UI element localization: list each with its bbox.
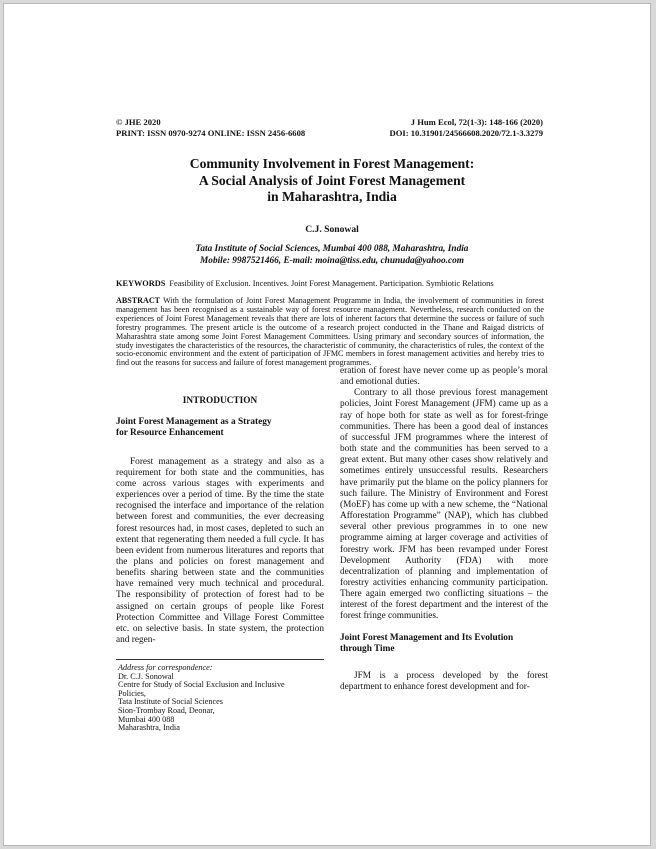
journal-header-left (116, 117, 305, 139)
correspondence-title: Address for correspondence: (118, 663, 213, 672)
subsection-heading-2-line-1: Joint Forest Management and Its Evolution (340, 632, 514, 643)
correspondence-line: Policies, (118, 688, 146, 698)
body-paragraph: JFM is a process developed by the forest department to enhance forest development and for- (340, 671, 548, 693)
affiliation (116, 244, 548, 267)
affiliation-line-1: Tata Institute of Social Sciences, Mumbai 400 088, Maharashtra, India (195, 244, 469, 254)
doi-line: DOI: 10.31901/24566608.2020/72.1-3.3279 (389, 128, 543, 138)
correspondence-line: Sion-Trombay Road, Deonar, (118, 705, 215, 715)
affiliation-line-2: Mobile: 9987521466, E-mail: moina@tiss.edu, chunuda@yahoo.com (200, 255, 464, 266)
right-column (340, 366, 548, 693)
abstract-label: ABSTRACT (116, 296, 161, 305)
journal-header-right (390, 117, 544, 139)
paper-page (3, 3, 651, 846)
keywords (116, 279, 548, 289)
left-column (116, 396, 324, 646)
keywords-label: KEYWORDS (116, 279, 166, 288)
subsection-heading-1 (116, 417, 324, 439)
correspondence-line: Maharashtra, India (118, 723, 180, 733)
keywords-text: Feasibility of Exclusion. Incentives. Joint Forest Management. Participation. Symbiotic Relations (169, 279, 494, 288)
introduction-heading: INTRODUCTION (182, 396, 258, 406)
subsection-heading-2 (340, 633, 548, 655)
correspondence-address (118, 664, 324, 733)
correspondence-line: Centre for Study of Social Exclusion and Inclusive (118, 680, 285, 690)
title-line-1: Community Involvement in Forest Management: (189, 156, 475, 171)
body-paragraph: Contrary to all those previous forest management policies, Joint Forest Management (JFM) came up as a ray of hope both for state as well as for forest-fringe communities. There has been a good deal of instances of successful JFM programmes where the interest of both state and the communities has been served to a great extent. But many other cases show relatively and sometimes entirely unsuccessful results. Researchers have primarily put the blame on the policy planners for such failure. The Ministry of Environment and Forest (MoEF) has come up with a new scheme, the “National Afforestation Programme” (NAP), which has clubbed several other previous programmes in to one new programme aiming at larger coverage and activities of forestry work. JFM has been revamped under Forest Development Authority (FDA) with more decentralization of planning and implementation of forestry activities enhancing community participation. There again emerged two conflicting situations – the interest of the forest department and the interest of the forest fringe communities. (340, 388, 548, 622)
title-line-3: in Maharashtra, India (267, 189, 397, 205)
correspondence-line: Mumbai 400 088 (118, 714, 175, 724)
citation-line: J Hum Ecol, 72(1-3): 148-166 (2020) (410, 117, 543, 127)
copyright-line: © JHE 2020 (116, 117, 161, 127)
correspondence-line: Tata Institute of Social Sciences (118, 697, 223, 707)
abstract (116, 297, 544, 368)
subsection-heading-2-line-2: through Time (340, 643, 395, 654)
footnote-divider (116, 659, 324, 660)
subsection-heading-1-line-2: for Resource Enhancement (116, 428, 224, 439)
subsection-heading-1-line-1: Joint Forest Management as a Strategy (116, 417, 272, 428)
title-line-2: A Social Analysis of Joint Forest Management (198, 172, 466, 188)
body-paragraph: eration of forest have never come up as people’s moral and emotional duties. (340, 366, 548, 388)
paper-title (116, 156, 548, 206)
body-paragraph: Forest management as a strategy and also as a requirement for both state and the communities, has come across various stages with experiments and experiences over a period of time. By the time the state recognised the interface and importance of the relation between forest and communities, the ever decreasing forest resources had, in most cases, depleted to such an extent that regenerating them needed a full cycle. It has been evident from numerous literatures and reports that the plans and policies on forest management and benefits sharing between state and the communities have remained very much technical and procedural. The responsibility of protection of forest had to be assigned on certain groups of people like Forest Protection Committee and Village Forest Committee etc. on selective basis. In state system, the protection and regen- (116, 456, 324, 646)
author-name: C.J. Sonowal (305, 224, 359, 235)
issn-line: PRINT: ISSN 0970-9274 ONLINE: ISSN 2456-6608 (116, 128, 306, 138)
abstract-text: With the formulation of Joint Forest Management Programme in India, the involvement of communities in forest management has been recognised as a sustainable way of forest resource management. Nevertheless, research conducted on the experiences of Joint Forest Management reveals that there are lots of inherent factors that determine the success or failure of such forestry programmes. The present article is the outcome of a research project conducted in the Thane and Raigad districts of Maharashtra state among some Joint Forest Management Committees. Using primary and secondary sources of information, the study investigates the characteristics of the resources, the characteristic of community, the characteristics of rules, the context of the socio-economic environment and the extent of participation of JFMC members in forest management activities and hereby tries to find out the reasons for success and failure of forest management programmes. (116, 296, 544, 368)
correspondence-line: Dr. C.J. Sonowal (118, 671, 174, 681)
